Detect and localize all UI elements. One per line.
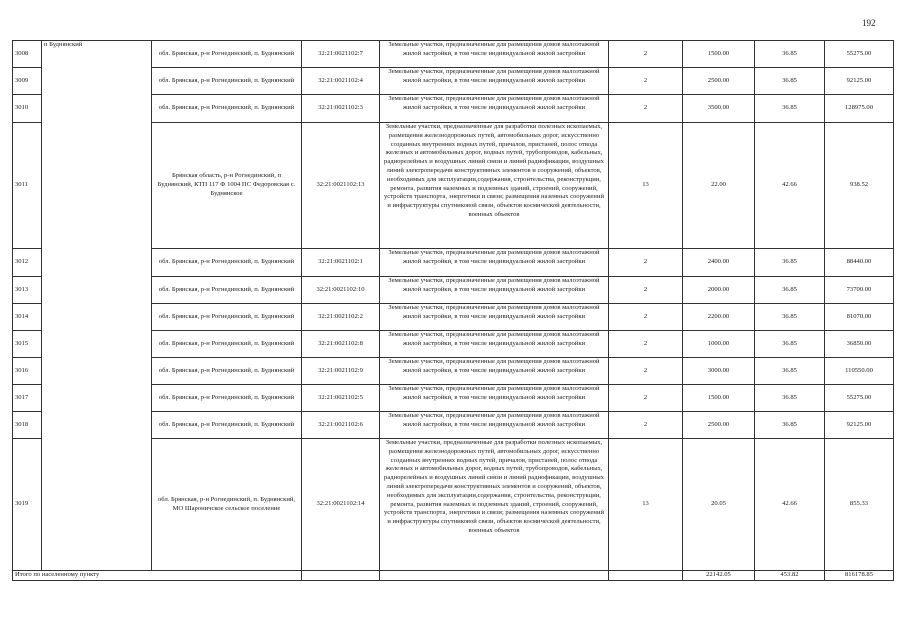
rate-cell: 36.85 [755,41,825,68]
area-cell: 1500.00 [683,385,755,412]
area-cell: 20.05 [683,439,755,571]
value-cell: 73700.00 [825,277,894,304]
land-use-cell: Земельные участки, предназначенные для размещения домов малоэтажной жилой застройки, в том числе индивидуальной жилой застройки [380,277,609,304]
rate-cell: 42.66 [755,123,825,249]
category-cell: 2 [609,304,683,331]
area-cell: 1000.00 [683,331,755,358]
cadastral-number-cell: 32:21:0021102:8 [302,331,380,358]
total-area: 22142.05 [683,571,755,581]
rate-cell: 36.85 [755,95,825,123]
cadastral-number-cell: 32:21:0021102:3 [302,95,380,123]
category-cell: 2 [609,68,683,95]
address-cell: обл. Брянская, р-н Рогнединский, п. Буднянский [152,358,302,385]
area-cell: 1500.00 [683,41,755,68]
total-empty-category [609,571,683,581]
row-number: 3015 [13,331,42,358]
total-label: Итого по населенному пункту [13,571,302,581]
rate-cell: 36.85 [755,304,825,331]
rate-cell: 36.85 [755,68,825,95]
cadastral-number-cell: 32:21:0021102:7 [302,41,380,68]
rate-cell: 36.85 [755,331,825,358]
address-cell: Брянская область, р-н Рогнединский, п Буднянский, КТП 117 Ф 1004 ПС Федоровская с. Буднянское [152,123,302,249]
category-cell: 13 [609,123,683,249]
area-cell: 22.00 [683,123,755,249]
rate-cell: 36.85 [755,412,825,439]
category-cell: 2 [609,249,683,277]
value-cell: 938.52 [825,123,894,249]
area-cell: 3500.00 [683,95,755,123]
row-number: 3014 [13,304,42,331]
row-number: 3017 [13,385,42,412]
total-value: 816178.85 [825,571,894,581]
cadastral-number-cell: 32:21:0021102:5 [302,385,380,412]
cadastral-number-cell: 32:21:0021102:10 [302,277,380,304]
land-use-cell: Земельные участки, предназначенные для размещения домов малоэтажной жилой застройки, в том числе индивидуальной жилой застройки [380,304,609,331]
land-use-cell: Земельные участки, предназначенные для размещения домов малоэтажной жилой застройки, в том числе индивидуальной жилой застройки [380,358,609,385]
row-number: 3018 [13,412,42,439]
row-number: 3012 [13,249,42,277]
land-use-cell: Земельные участки, предназначенные для размещения домов малоэтажной жилой застройки, в том числе индивидуальной жилой застройки [380,249,609,277]
category-cell: 2 [609,412,683,439]
row-number: 3019 [13,439,42,571]
area-cell: 2400.00 [683,249,755,277]
category-cell: 2 [609,385,683,412]
page-number: 192 [862,18,876,28]
address-cell: обл. Брянская, р-н Рогнединский, п. Буднянский [152,385,302,412]
address-cell: обл. Брянская, р-н Рогнединский, п. Буднянский [152,412,302,439]
row-number: 3011 [13,123,42,249]
land-use-cell: Земельные участки, предназначенные для разработки полезных ископаемых, размещения железнодорожных путей, автомобильных дорог, искусственно созданных внутренних водных путей, причалов, пристаней, полос отвода железных и автомобильных дорог, водных путей, трубопроводов, кабельных, радиорелейных и воздушных линий связи и линий радиофикации, воздушных линий электропередачи конструктивных элементов и сооружений, объектов, необходимых для эксплуатации,содержания, строительства, реконструкции, ремонта, развития наземных и подземных зданий, строений, сооружений, устройств транспорта, энергетики и связи; размещения наземных сооружений и инфраструктуры спутниковой связи, объектов космической деятельности, военных объектов [380,439,609,571]
row-number: 3010 [13,95,42,123]
area-cell: 2000.00 [683,277,755,304]
address-cell: обл. Брянская, р-н Рогнединский, п. Буднянский [152,304,302,331]
category-cell: 2 [609,277,683,304]
total-empty-land-use [380,571,609,581]
rate-cell: 36.85 [755,385,825,412]
area-cell: 2500.00 [683,68,755,95]
cadastral-number-cell: 32:21:0021102:2 [302,304,380,331]
locality-cell: п Буднянский [42,41,152,571]
category-cell: 13 [609,439,683,571]
row-number: 3008 [13,41,42,68]
rate-cell: 36.85 [755,249,825,277]
cadastral-number-cell: 32:21:0021102:1 [302,249,380,277]
land-use-cell: Земельные участки, предназначенные для разработки полезных ископаемых, размещения железнодорожных путей, автомобильных дорог, искусственно созданных внутренних водных путей, причалов, пристаней, полос отвода железных и автомобильных дорог, водных путей, трубопроводов, кабельных, радиорелейных и воздушных линий связи и линий радиофикации, воздушных линий электропередачи конструктивных элементов и сооружений, объектов, необходимых для эксплуатации,содержания, строительства, реконструкции, ремонта, развития наземных и подземных зданий, строений, сооружений, устройств транспорта, энергетики и связи; размещения наземных сооружений и инфраструктуры спутниковой связи, объектов космической деятельности, военных объектов [380,123,609,249]
value-cell: 81070.00 [825,304,894,331]
address-cell: обл. Брянская, р-н Рогнединский, п. Буднянский [152,95,302,123]
value-cell: 55275.00 [825,385,894,412]
cadastral-number-cell: 32:21:0021102:9 [302,358,380,385]
land-use-cell: Земельные участки, предназначенные для размещения домов малоэтажной жилой застройки, в том числе индивидуальной жилой застройки [380,95,609,123]
register-body [13,41,894,581]
cadastral-number-cell: 32:21:0021102:6 [302,412,380,439]
area-cell: 2500.00 [683,412,755,439]
cadastral-number-cell: 32:21:0021102:4 [302,68,380,95]
value-cell: 36850.00 [825,331,894,358]
row-number: 3013 [13,277,42,304]
value-cell: 855.33 [825,439,894,571]
land-use-cell: Земельные участки, предназначенные для размещения домов малоэтажной жилой застройки, в том числе индивидуальной жилой застройки [380,385,609,412]
value-cell: 128975.00 [825,95,894,123]
land-register-table [12,40,894,581]
rate-cell: 36.85 [755,277,825,304]
category-cell: 2 [609,331,683,358]
cadastral-number-cell: 32:21:0021102:14 [302,439,380,571]
category-cell: 2 [609,95,683,123]
table-row [13,41,894,68]
address-cell: обл. Брянская, р-н Рогнединский, п. Буднянский, МО Шароничское сельское поселение [152,439,302,571]
total-rate: 453.82 [755,571,825,581]
value-cell: 88440.00 [825,249,894,277]
rate-cell: 36.85 [755,358,825,385]
value-cell: 92125.00 [825,412,894,439]
row-number: 3016 [13,358,42,385]
land-use-cell: Земельные участки, предназначенные для размещения домов малоэтажной жилой застройки, в том числе индивидуальной жилой застройки [380,41,609,68]
land-use-cell: Земельные участки, предназначенные для размещения домов малоэтажной жилой застройки, в том числе индивидуальной жилой застройки [380,68,609,95]
total-empty-cadastral [302,571,380,581]
area-cell: 2200.00 [683,304,755,331]
rate-cell: 42.66 [755,439,825,571]
land-use-cell: Земельные участки, предназначенные для размещения домов малоэтажной жилой застройки, в том числе индивидуальной жилой застройки [380,412,609,439]
value-cell: 55275.00 [825,41,894,68]
category-cell: 2 [609,41,683,68]
address-cell: обл. Брянская, р-н Рогнединский, п. Буднянский [152,249,302,277]
total-row [13,571,894,581]
row-number: 3009 [13,68,42,95]
value-cell: 110550.00 [825,358,894,385]
value-cell: 92125.00 [825,68,894,95]
address-cell: обл. Брянская, р-н Рогнединский, п. Буднянский [152,331,302,358]
address-cell: обл. Брянская, р-н Рогнединский, п. Буднянский [152,277,302,304]
address-cell: обл. Брянская, р-н Рогнединский, п. Буднянский [152,41,302,68]
address-cell: обл. Брянская, р-н Рогнединский, п. Буднянский [152,68,302,95]
category-cell: 2 [609,358,683,385]
cadastral-number-cell: 32:21:0021102:13 [302,123,380,249]
area-cell: 3000.00 [683,358,755,385]
land-use-cell: Земельные участки, предназначенные для размещения домов малоэтажной жилой застройки, в том числе индивидуальной жилой застройки [380,331,609,358]
